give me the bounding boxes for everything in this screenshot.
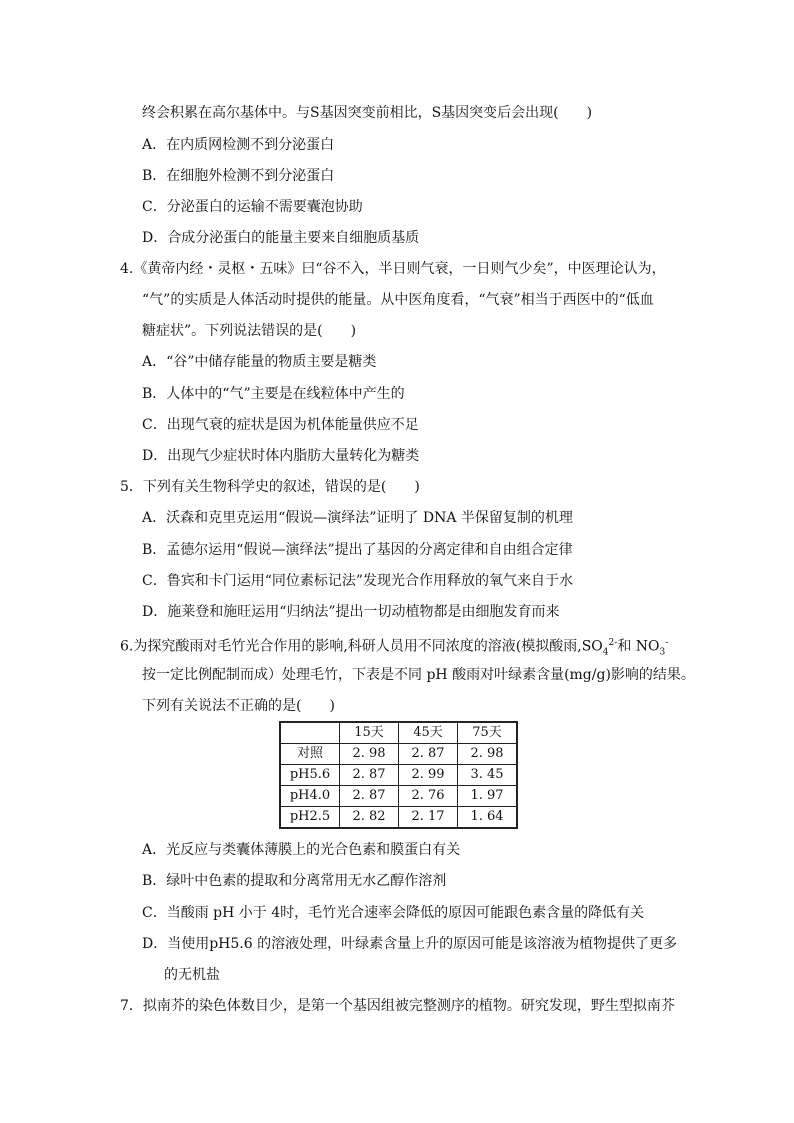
q6-stem-line3: 下列有关说法不正确的是( ) (142, 698, 335, 714)
table-cell: 1. 64 (458, 807, 518, 829)
q6-no3-charge: - (665, 638, 669, 648)
q5-stem: 5．下列有关生物科学史的叙述，错误的是( ) (120, 479, 420, 495)
table-cell: 2. 82 (340, 807, 399, 829)
table-row (280, 744, 517, 765)
table-cell: 2. 76 (399, 786, 458, 807)
q4-stem-line1: 4.《黄帝内经・灵枢・五味》曰“谷不入，半日则气衰，一日则气少矣”，中医理论认为， (120, 261, 666, 277)
q6-stem-line1 (120, 633, 668, 662)
q6-line1-text-a: 6.为探究酸雨对毛竹光合作用的影响,科研人员用不同浓度的溶液(模拟酸雨,SO (120, 638, 603, 655)
table-header-row (280, 722, 517, 744)
table-cell: 2. 87 (399, 744, 458, 765)
table-header-cell: 75天 (458, 722, 518, 744)
table-header-cell: 45天 (399, 722, 458, 744)
table-cell: 对照 (280, 744, 340, 765)
table-cell: 2. 98 (340, 744, 399, 765)
table-row (280, 765, 517, 786)
q6-option-a: A．光反应与类囊体薄膜上的光合色素和膜蛋白有关 (142, 842, 461, 858)
q6-stem-line2: 按一定比例配制而成）处理毛竹，下表是不同 pH 酸雨对叶绿素含量(mg/g)影响的结果。 (142, 667, 695, 683)
q6-so4-subscript: 4 (602, 647, 609, 658)
q6-option-d-continued: 的无机盐 (164, 967, 220, 983)
q3-option-c: C．分泌蛋白的运输不需要囊泡协助 (142, 199, 363, 215)
q3-option-a: A．在内质网检测不到分泌蛋白 (142, 137, 335, 153)
q3-stem-tail: 终会积累在高尔基体中。与S基因突变前相比，S基因突变后会出现( ) (142, 105, 593, 121)
q6-option-c: C．当酸雨 pH 小于 4时，毛竹光合速率会降低的原因可能跟色素含量的降低有关 (142, 905, 645, 921)
q7-stem-line1: 7．拟南芥的染色体数目少，是第一个基因组被完整测序的植物。研究发现，野生型拟南芥 (120, 998, 675, 1014)
q4-stem-line2: “气”的实质是人体活动时提供的能量。从中医角度看，“气衰”相当于西医中的“低血 (142, 292, 654, 308)
q5-option-d: D．施莱登和施旺运用“归纳法”提出一切动植物都是由细胞发育而来 (142, 604, 560, 620)
q4-option-a: A．“谷”中储存能量的物质主要是糖类 (142, 354, 377, 370)
table-cell: pH2.5 (280, 807, 340, 829)
table-header-cell: 15天 (340, 722, 399, 744)
table-cell: 2. 98 (458, 744, 518, 765)
table-header-cell (280, 722, 340, 744)
q6-line1-text-b: 和 NO (617, 638, 660, 655)
q4-option-c: C．出现气衰的症状是因为机体能量供应不足 (142, 417, 419, 433)
chlorophyll-table (279, 721, 518, 829)
q6-no3-subscript: 3 (659, 647, 666, 658)
q6-option-d: D．当使用pH5.6 的溶液处理，叶绿素含量上升的原因可能是该溶液为植物提供了更多 (142, 936, 678, 952)
q4-option-d: D．出现气少症状时体内脂肪大量转化为糖类 (142, 448, 420, 464)
table-cell: 2. 99 (399, 765, 458, 786)
q6-option-b: B．绿叶中色素的提取和分离常用无水乙醇作溶剂 (142, 873, 447, 889)
q3-option-d: D．合成分泌蛋白的能量主要来自细胞质基质 (142, 230, 420, 246)
table-row (280, 786, 517, 807)
q5-option-c: C．鲁宾和卡门运用“同位素标记法”发现光合作用释放的氧气来自于水 (142, 573, 574, 589)
table-cell: 2. 17 (399, 807, 458, 829)
q5-option-a: A．沃森和克里克运用“假说—演绎法”证明了 DNA 半保留复制的机理 (142, 510, 573, 526)
q5-option-b: B．孟德尔运用“假说—演绎法”提出了基因的分离定律和自由组合定律 (142, 542, 573, 558)
table-cell: 3. 45 (458, 765, 518, 786)
table-cell: pH5.6 (280, 765, 340, 786)
table-cell: 2. 87 (340, 786, 399, 807)
q4-option-b: B．人体中的“气”主要是在线粒体中产生的 (142, 386, 405, 402)
table-cell: 1. 97 (458, 786, 518, 807)
q6-so4-charge: 2- (608, 638, 618, 648)
table-cell: pH4.0 (280, 786, 340, 807)
q3-option-b: B．在细胞外检测不到分泌蛋白 (142, 168, 335, 184)
table-cell: 2. 87 (340, 765, 399, 786)
q4-stem-line3: 糖症状”。下列说法错误的是( ) (142, 323, 357, 339)
table-row (280, 807, 517, 829)
